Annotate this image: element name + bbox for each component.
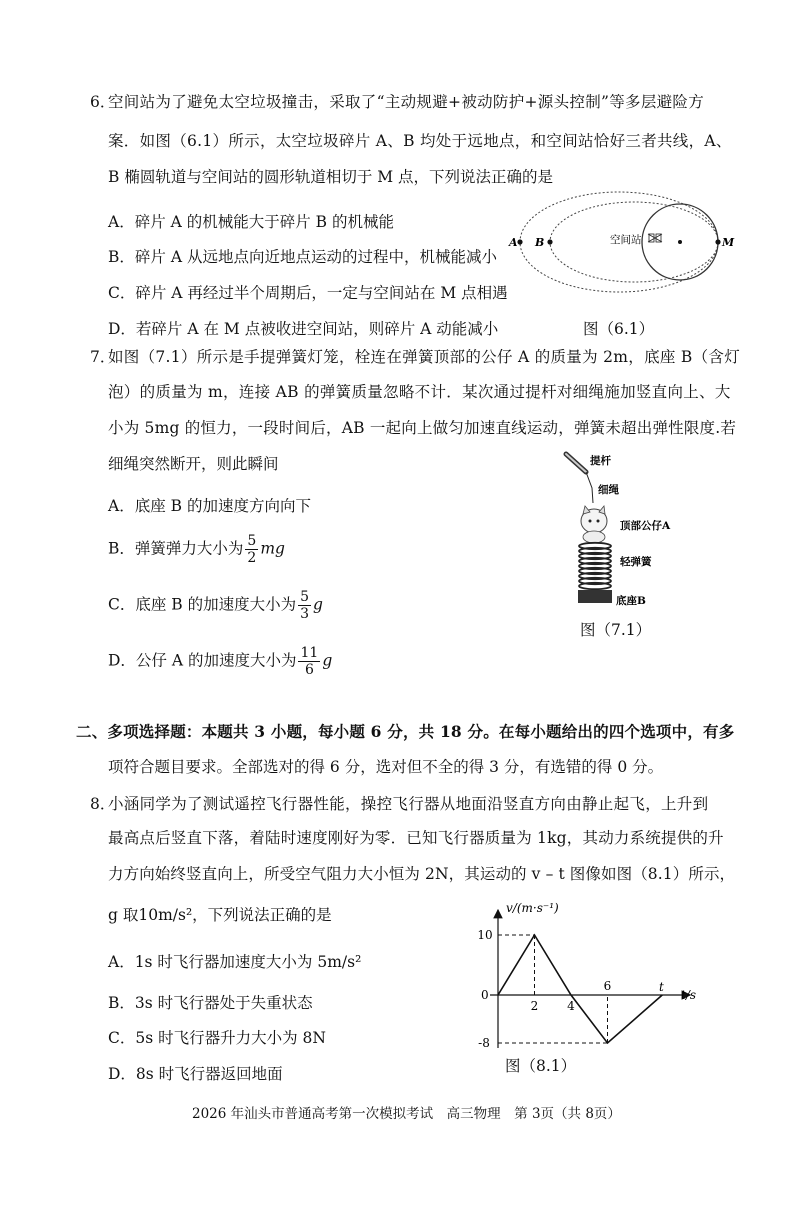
q8-option-b: B．3s 时飞行器处于失重状态	[108, 994, 313, 1012]
fraction-5-2	[245, 534, 258, 565]
q7-option-d-unit: g	[322, 651, 333, 670]
section-2-heading-line1: 二、多项选择题：本题共 3 小题，每小题 6 分，共 18 分。在每小题给出的四个选项中，有多	[76, 722, 735, 741]
q8-stem-line4: g 取10m/s²，下列说法正确的是	[108, 906, 332, 924]
q6-option-a: A．碎片 A 的机械能大于碎片 B 的机械能	[108, 213, 394, 231]
q8-option-a: A．1s 时飞行器加速度大小为 5m/s²	[108, 953, 362, 971]
fraction-denominator: 6	[304, 662, 314, 678]
doll-a-icon	[581, 506, 607, 543]
label-spring: 轻弹簧	[620, 556, 652, 568]
fraction-numerator: 5	[300, 589, 310, 605]
q7-option-c-text: C．底座 B 的加速度大小为	[108, 595, 297, 614]
t-marker-label: t	[659, 980, 664, 994]
base-b	[578, 590, 612, 603]
fraction-numerator: 5	[247, 533, 257, 549]
y-tick-label: -8	[478, 1036, 490, 1050]
fraction-denominator: 3	[300, 606, 310, 622]
debris-a-dot	[517, 239, 522, 244]
y-axis-label: v/(m·s⁻¹)	[506, 901, 559, 915]
q7-option-d	[108, 646, 332, 677]
q7-option-c-unit: g	[313, 595, 323, 614]
spring-coil	[579, 543, 611, 589]
q7-option-b	[108, 534, 285, 565]
fraction-denominator: 2	[247, 550, 257, 566]
label-base: 底座B	[616, 595, 646, 607]
label-doll: 顶部公仔A	[620, 520, 671, 532]
q8-stem-line1: 小涵同学为了测试遥控飞行器性能，操控飞行器从地面沿竖直方向由静止起飞，上升到	[108, 795, 709, 813]
page-footer: 2026 年汕头市普通高考第一次模拟考试 高三物理 第 3页（共 8页）	[192, 1106, 621, 1122]
fraction-5-3	[298, 590, 311, 621]
q6-stem-line2: 案．如图（6.1）所示，太空垃圾碎片 A、B 均处于远地点，和空间站恰好三者共线，A、	[108, 132, 732, 150]
q7-stem-line3: 小为 5mg 的恒力，一段时间后，AB 一起向上做匀加速直线运动，弹簧未超出弹性限度.若	[108, 419, 737, 437]
chart-guides	[498, 935, 608, 1043]
q6-option-c: C．碎片 A 再经过半个周期后，一定与空间站在 M 点相遇	[108, 284, 508, 302]
vt-chart	[468, 898, 708, 1056]
q8-stem-line3: 力方向始终竖直向上，所受空气阻力大小恒为 2N，其运动的 v – t 图像如图（8.1）所示，	[108, 865, 736, 883]
earth-center-dot	[678, 240, 682, 244]
label-station: 空间站	[610, 234, 642, 246]
rope-line	[586, 472, 593, 503]
label-a: A	[509, 236, 518, 249]
q6-stem-line3: B 椭圆轨道与空间站的圆形轨道相切于 M 点，下列说法正确的是	[108, 168, 554, 186]
lantern-figure	[560, 448, 700, 613]
point-m-dot	[715, 239, 720, 244]
figure-8-1-caption: 图（8.1）	[505, 1057, 577, 1075]
figure-7-1-caption: 图（7.1）	[580, 621, 652, 639]
lift-rod-highlight	[566, 454, 586, 472]
q8-option-d: D．8s 时飞行器返回地面	[108, 1065, 283, 1083]
debris-b-dot	[547, 239, 552, 244]
x-tick-label: 2	[530, 999, 539, 1013]
label-b: B	[535, 236, 545, 249]
q8-stem-line2: 最高点后竖直下落，着陆时速度刚好为零．已知飞行器质量为 1kg，其动力系统提供的升	[108, 829, 724, 847]
q7-number: 7．	[90, 348, 116, 366]
q8-number: 8．	[90, 795, 116, 813]
q7-stem-line1: 如图（7.1）所示是手提弹簧灯笼，栓连在弹簧顶部的公仔 A 的质量为 2m，底座 B（含灯	[108, 348, 741, 366]
origin-label: 0	[481, 988, 489, 1002]
q6-number: 6．	[90, 93, 116, 111]
q7-option-b-text: B．弹簧弹力大小为	[108, 539, 244, 558]
q7-option-c	[108, 590, 323, 621]
series-velocity-line	[498, 935, 662, 1043]
q6-option-d: D．若碎片 A 在 M 点被收进空间站，则碎片 A 动能减小	[108, 320, 499, 338]
q7-stem-line4: 细绳突然断开，则此瞬间	[108, 455, 279, 473]
figure-6-1-caption: 图（6.1）	[583, 320, 655, 338]
q8-option-c: C．5s 时飞行器升力大小为 8N	[108, 1029, 326, 1047]
q7-option-d-text: D．公仔 A 的加速度大小为	[108, 651, 297, 670]
q6-stem-line1: 空间站为了避免太空垃圾撞击，采取了“主动规避+被动防护+源头控制”等多层避险方	[108, 93, 705, 111]
q7-stem-line2: 泡）的质量为 m，连接 AB 的弹簧质量忽略不计．某次通过提杆对细绳施加竖直向上、大	[108, 383, 731, 401]
x-tick-label: 6	[603, 979, 612, 993]
x-axis-label: t/s	[681, 988, 697, 1002]
space-station-icon	[648, 234, 662, 242]
label-m: M	[722, 236, 735, 249]
x-tick-label: 4	[567, 999, 575, 1013]
y-tick-label: 10	[477, 928, 493, 942]
section-2-heading-line2: 项符合题目要求。全部选对的得 6 分，选对但不全的得 3 分，有选错的得 0 分。	[108, 758, 664, 776]
q7-option-a: A．底座 B 的加速度方向向下	[108, 497, 311, 515]
label-rope: 细绳	[598, 484, 619, 496]
q6-option-b: B．碎片 A 从远地点向近地点运动的过程中，机械能减小	[108, 248, 497, 266]
fraction-numerator: 11	[300, 645, 319, 661]
q7-option-b-unit: mg	[260, 539, 285, 558]
label-rod: 提杆	[590, 455, 611, 467]
orbit-figure	[508, 185, 735, 315]
fraction-11-6	[298, 646, 320, 677]
